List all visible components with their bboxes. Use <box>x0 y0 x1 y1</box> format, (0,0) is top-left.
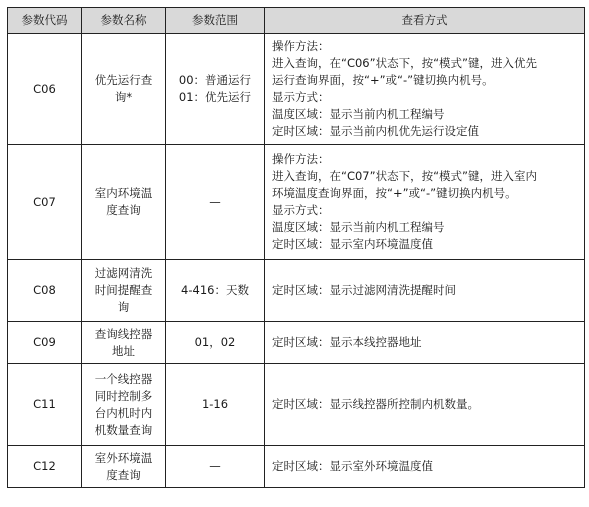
param-range-line: 01：优先运行 <box>178 90 252 104</box>
param-range-line: 4-416：天数 <box>181 283 249 297</box>
table-row <box>8 364 585 446</box>
view-method-line: 显示方式： <box>272 90 330 104</box>
param-range-line: 00：普通运行 <box>178 73 252 87</box>
param-name-line: 机数量查询 <box>94 422 153 437</box>
view-method <box>265 364 585 446</box>
header-view-method: 查看方式 <box>265 8 585 34</box>
view-method-line: 进入查询，在“C06”状态下，按“模式”键，进入优先 <box>272 56 537 70</box>
param-name <box>82 364 166 446</box>
header-param-name: 参数名称 <box>82 8 166 34</box>
param-name-line: 度查询 <box>106 203 141 217</box>
view-method <box>265 446 585 488</box>
param-range <box>166 260 265 322</box>
header-param-code: 参数代码 <box>8 8 82 34</box>
view-method-line: 显示方式： <box>272 203 330 217</box>
view-method-line: 运行查询界面，按“+”或“-”键切换内机号。 <box>272 73 494 87</box>
param-range <box>166 364 265 446</box>
view-method-line: 温度区域：显示当前内机工程编号 <box>272 107 445 121</box>
view-method-line: 定时区域：显示室外环境温度值 <box>272 459 433 473</box>
param-name <box>82 145 166 260</box>
param-name-line: 度查询 <box>106 467 141 482</box>
view-method-line: 操作方法： <box>272 39 330 53</box>
view-method-line: 进入查询，在“C07”状态下，按“模式”键，进入室内 <box>272 169 537 183</box>
param-code: C12 <box>8 446 82 488</box>
param-name <box>82 446 166 488</box>
param-name-line: 同时控制多 <box>94 388 153 403</box>
view-method <box>265 145 585 260</box>
view-method-line: 定时区域：显示本线控器地址 <box>272 335 422 349</box>
view-method-line: 温度区域：显示当前内机工程编号 <box>272 220 445 234</box>
table-row <box>8 145 585 260</box>
param-range-line: — <box>209 459 221 473</box>
parameter-query-table <box>7 7 585 488</box>
param-name <box>82 260 166 322</box>
header-row <box>8 8 585 34</box>
param-name-line: 地址 <box>112 343 135 358</box>
param-code: C08 <box>8 260 82 322</box>
param-range-line: 01，02 <box>194 335 236 349</box>
view-method <box>265 34 585 145</box>
param-range <box>166 34 265 145</box>
param-name-line: 室内环境温 <box>94 186 153 200</box>
param-code: C07 <box>8 145 82 260</box>
table-row <box>8 446 585 488</box>
param-range-line: 1-16 <box>201 397 229 411</box>
param-range <box>166 145 265 260</box>
view-method-line: 定时区域：显示当前内机优先运行设定值 <box>272 124 479 138</box>
param-name-line: 查询线控器 <box>94 326 153 341</box>
table-row <box>8 260 585 322</box>
param-code: C06 <box>8 34 82 145</box>
param-range-line: — <box>209 194 221 209</box>
param-name-line: 台内机时内 <box>94 405 153 420</box>
view-method-line: 定时区域：显示线控器所控制内机数量。 <box>272 397 479 411</box>
param-name-line: 时间提醒查 <box>94 283 153 297</box>
view-method <box>265 322 585 364</box>
param-code: C11 <box>8 364 82 446</box>
param-range <box>166 446 265 488</box>
param-name-line: 室外环境温 <box>94 450 153 465</box>
param-name-line: 询* <box>114 90 133 104</box>
header-param-range: 参数范围 <box>166 8 265 34</box>
table-row <box>8 322 585 364</box>
param-name-line: 询 <box>117 300 130 314</box>
view-method-line: 定时区域：显示室内环境温度值 <box>272 237 433 251</box>
param-name-line: 一个线控器 <box>94 371 153 386</box>
table-row <box>8 34 585 145</box>
param-name-line: 过滤网清洗 <box>94 266 153 280</box>
view-method <box>265 260 585 322</box>
param-name-line: 优先运行查 <box>94 73 153 87</box>
param-name <box>82 322 166 364</box>
view-method-line: 定时区域：显示过滤网清洗提醒时间 <box>272 283 456 297</box>
param-name <box>82 34 166 145</box>
view-method-line: 环境温度查询界面，按“+”或“-”键切换内机号。 <box>272 186 517 200</box>
param-range <box>166 322 265 364</box>
view-method-line: 操作方法： <box>272 152 330 166</box>
param-code: C09 <box>8 322 82 364</box>
